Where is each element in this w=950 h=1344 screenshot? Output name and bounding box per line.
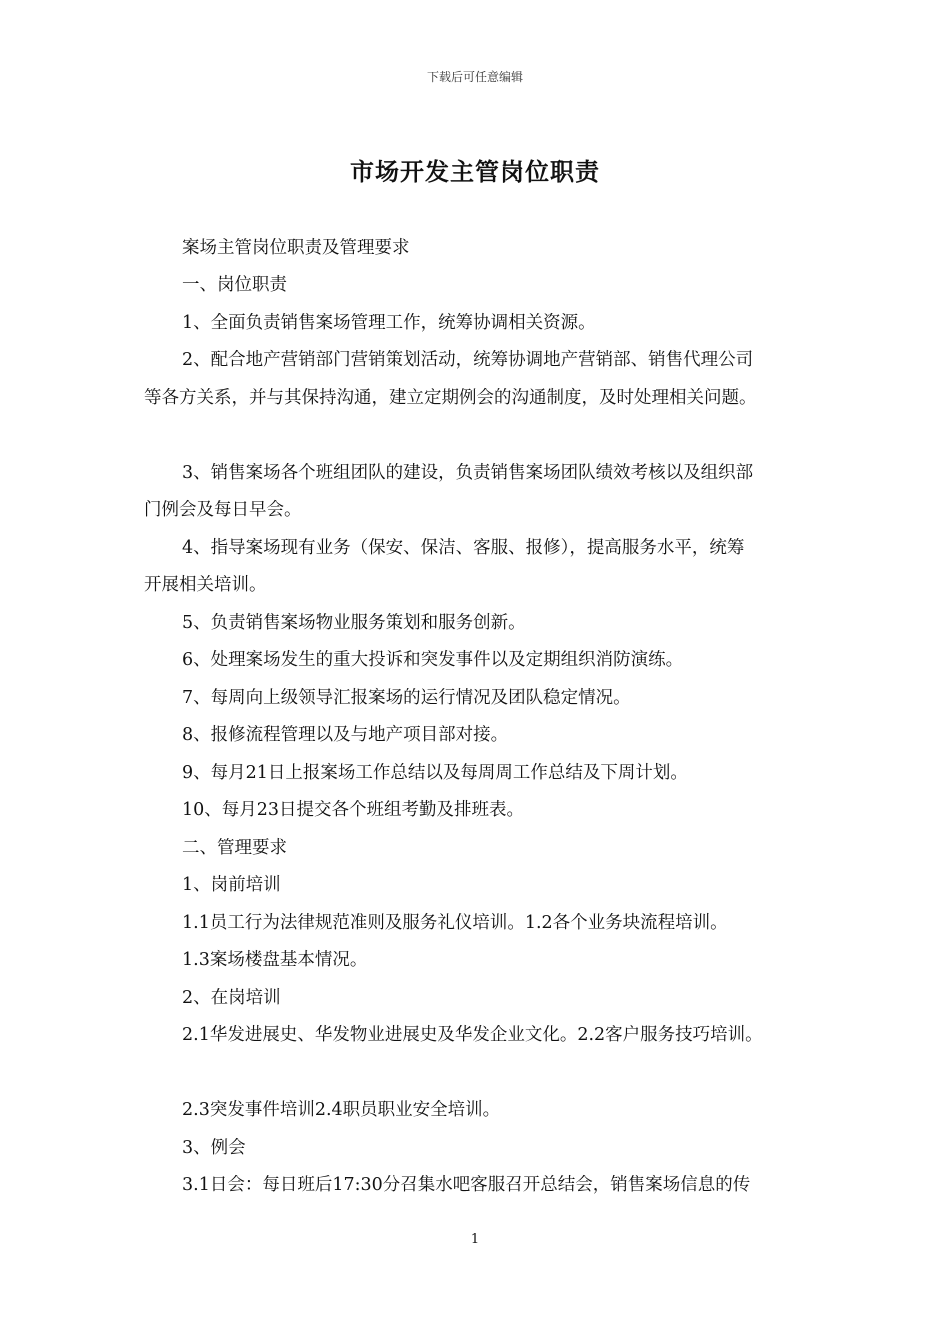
body-line: 6、处理案场发生的重大投诉和突发事件以及定期组织消防演练。	[182, 650, 684, 670]
body-line: 1、全面负责销售案场管理工作，统筹协调相关资源。	[182, 313, 596, 333]
document-title: 市场开发主管岗位职责	[350, 158, 600, 186]
body-line: 2、配合地产营销部门营销策划活动，统筹协调地产营销部、销售代理公司	[182, 350, 754, 370]
page-number: 1	[470, 1232, 480, 1247]
header-note: 下载后可任意编辑	[426, 70, 523, 84]
body-line: 9、每月21日上报案场工作总结以及每周周工作总结及下周计划。	[182, 763, 688, 783]
body-line: 2.1华发进展史、华发物业进展史及华发企业文化。2.2客户服务技巧培训。	[182, 1025, 763, 1045]
body-line: 10、每月23日提交各个班组考勤及排班表。	[182, 800, 525, 820]
body-line: 开展相关培训。	[144, 575, 267, 595]
body-line: 3、例会	[182, 1138, 246, 1158]
body-line: 1、岗前培训	[182, 875, 281, 895]
body-line: 2、在岗培训	[182, 988, 281, 1008]
body-line: 1.1员工行为法律规范准则及服务礼仪培训。1.2各个业务块流程培训。	[182, 913, 728, 933]
body-line: 1.3案场楼盘基本情况。	[182, 950, 368, 970]
body-line: 8、报修流程管理以及与地产项目部对接。	[182, 725, 509, 745]
body-line: 门例会及每日早会。	[144, 500, 302, 520]
body-line: 2.3突发事件培训2.4职员职业安全培训。	[182, 1100, 501, 1120]
body-line: 二、管理要求	[182, 838, 287, 858]
body-line: 等各方关系，并与其保持沟通，建立定期例会的沟通制度，及时处理相关问题。	[144, 388, 757, 408]
body-line: 案场主管岗位职责及管理要求	[182, 238, 410, 258]
body-line: 4、指导案场现有业务（保安、保洁、客服、报修），提高服务水平，统筹	[182, 538, 745, 558]
body-line: 5、负责销售案场物业服务策划和服务创新。	[182, 613, 526, 633]
body-line: 3、销售案场各个班组团队的建设，负责销售案场团队绩效考核以及组织部	[182, 463, 754, 483]
body-line: 3.1日会：每日班后17:30分召集水吧客服召开总结会，销售案场信息的传	[182, 1175, 751, 1195]
body-line: 一、岗位职责	[182, 275, 287, 295]
body-line: 7、每周向上级领导汇报案场的运行情况及团队稳定情况。	[182, 688, 631, 708]
